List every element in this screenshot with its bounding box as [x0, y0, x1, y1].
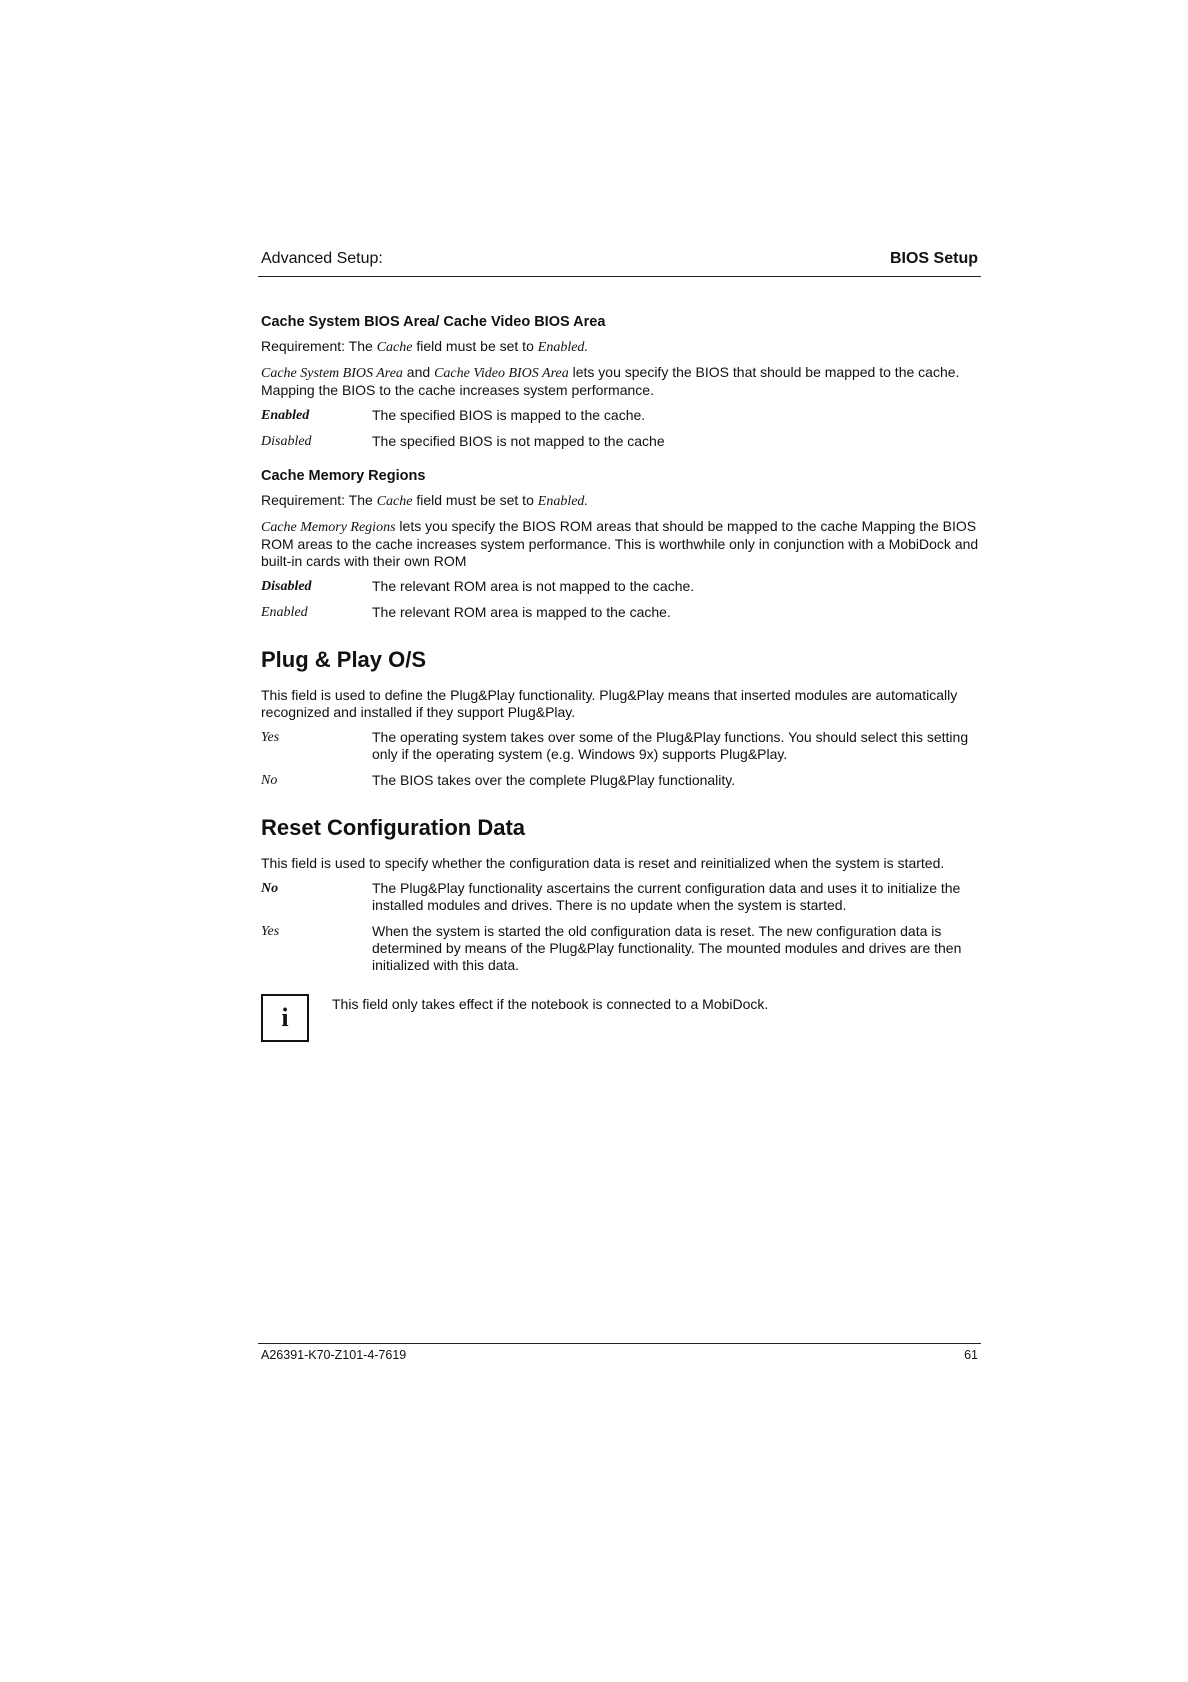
requirement-field: Cache	[376, 494, 413, 509]
field-name: Cache System BIOS Area	[261, 366, 403, 381]
option-term: Disabled	[261, 579, 312, 594]
requirement-mid: field must be set to	[412, 492, 538, 508]
option-row	[261, 729, 979, 763]
conjunction: and	[402, 364, 435, 380]
plug-and-play-heading: Plug & Play O/S	[261, 647, 427, 672]
option-desc: The Plug&Play functionality ascertains the current configuration data and uses it to initialize the installed modules and drives. There is no update when the system is started.	[372, 880, 961, 913]
requirement-value: Enabled.	[537, 340, 588, 355]
note-text: This field only takes effect if the notebook is connected to a MobiDock.	[332, 996, 769, 1012]
requirement-prefix: Requirement: The	[261, 492, 377, 508]
description-text: lets you specify the BIOS that should be mapped to the cache. Mapping the BIOS to the cache increases system performance.	[261, 364, 960, 398]
cache-bios-area-description	[261, 364, 979, 399]
option-desc: When the system is started the old configuration data is reset. The new configuration data is determined by means of the Plug&Play functionality. The mounted modules and drives are then initialized with this data.	[372, 923, 962, 973]
page-footer	[258, 1343, 981, 1362]
option-desc: The specified BIOS is mapped to the cache.	[372, 407, 646, 423]
page-header	[258, 250, 981, 277]
option-desc: The operating system takes over some of the Plug&Play functions. You should select this setting only if the operating system (e.g. Windows 9x) supports Plug&Play.	[372, 729, 969, 762]
option-desc: The relevant ROM area is not mapped to the cache.	[372, 578, 695, 594]
field-name: Cache Memory Regions	[261, 520, 396, 535]
option-term: Disabled	[261, 434, 312, 449]
page-number: 61	[964, 1348, 978, 1362]
document-number: A26391-K70-Z101-4-7619	[261, 1348, 407, 1362]
requirement-field: Cache	[376, 340, 413, 355]
header-chapter: Advanced Setup:	[261, 250, 383, 267]
page-content	[261, 314, 979, 1042]
option-desc: The specified BIOS is not mapped to the cache	[372, 433, 665, 449]
option-term: Yes	[261, 730, 280, 745]
description-text: lets you specify the BIOS ROM areas that should be mapped to the cache Mapping the BIOS ROM areas to the cache increases system performance. This is worthwhile only in conjunction with a MobiDock and built-in cards with their own ROM	[261, 518, 979, 569]
reset-configuration-description: This field is used to specify whether the configuration data is reset and reinitialized when the system is started.	[261, 855, 945, 871]
cache-memory-regions-description	[261, 518, 979, 570]
reset-configuration-heading: Reset Configuration Data	[261, 815, 526, 840]
field-name: Cache Video BIOS Area	[434, 366, 569, 381]
option-row	[261, 880, 979, 914]
info-icon: i	[261, 994, 309, 1042]
header-title: BIOS Setup	[889, 250, 978, 267]
requirement-prefix: Requirement: The	[261, 338, 377, 354]
plug-and-play-description: This field is used to define the Plug&Play functionality. Plug&Play means that inserted modules are automatically recognized and installed if they support Plug&Play.	[261, 687, 958, 720]
option-row	[261, 578, 979, 595]
option-term: No	[261, 773, 278, 788]
requirement-value: Enabled.	[537, 494, 588, 509]
cache-bios-area-heading: Cache System BIOS Area/ Cache Video BIOS Area	[261, 314, 606, 330]
option-row	[261, 923, 979, 974]
option-row	[261, 407, 979, 424]
option-row	[261, 604, 979, 621]
option-desc: The relevant ROM area is mapped to the cache.	[372, 604, 671, 620]
info-note	[261, 994, 979, 1042]
option-term: Enabled	[261, 408, 310, 423]
requirement-mid: field must be set to	[412, 338, 538, 354]
cache-memory-regions-requirement	[261, 492, 979, 510]
option-row	[261, 433, 979, 450]
option-term: Yes	[261, 924, 280, 939]
option-term: No	[261, 881, 279, 896]
cache-memory-regions-heading: Cache Memory Regions	[261, 468, 426, 484]
cache-bios-area-requirement	[261, 338, 979, 356]
option-term: Enabled	[261, 605, 308, 620]
option-desc: The BIOS takes over the complete Plug&Play functionality.	[372, 772, 736, 788]
option-row	[261, 772, 979, 789]
